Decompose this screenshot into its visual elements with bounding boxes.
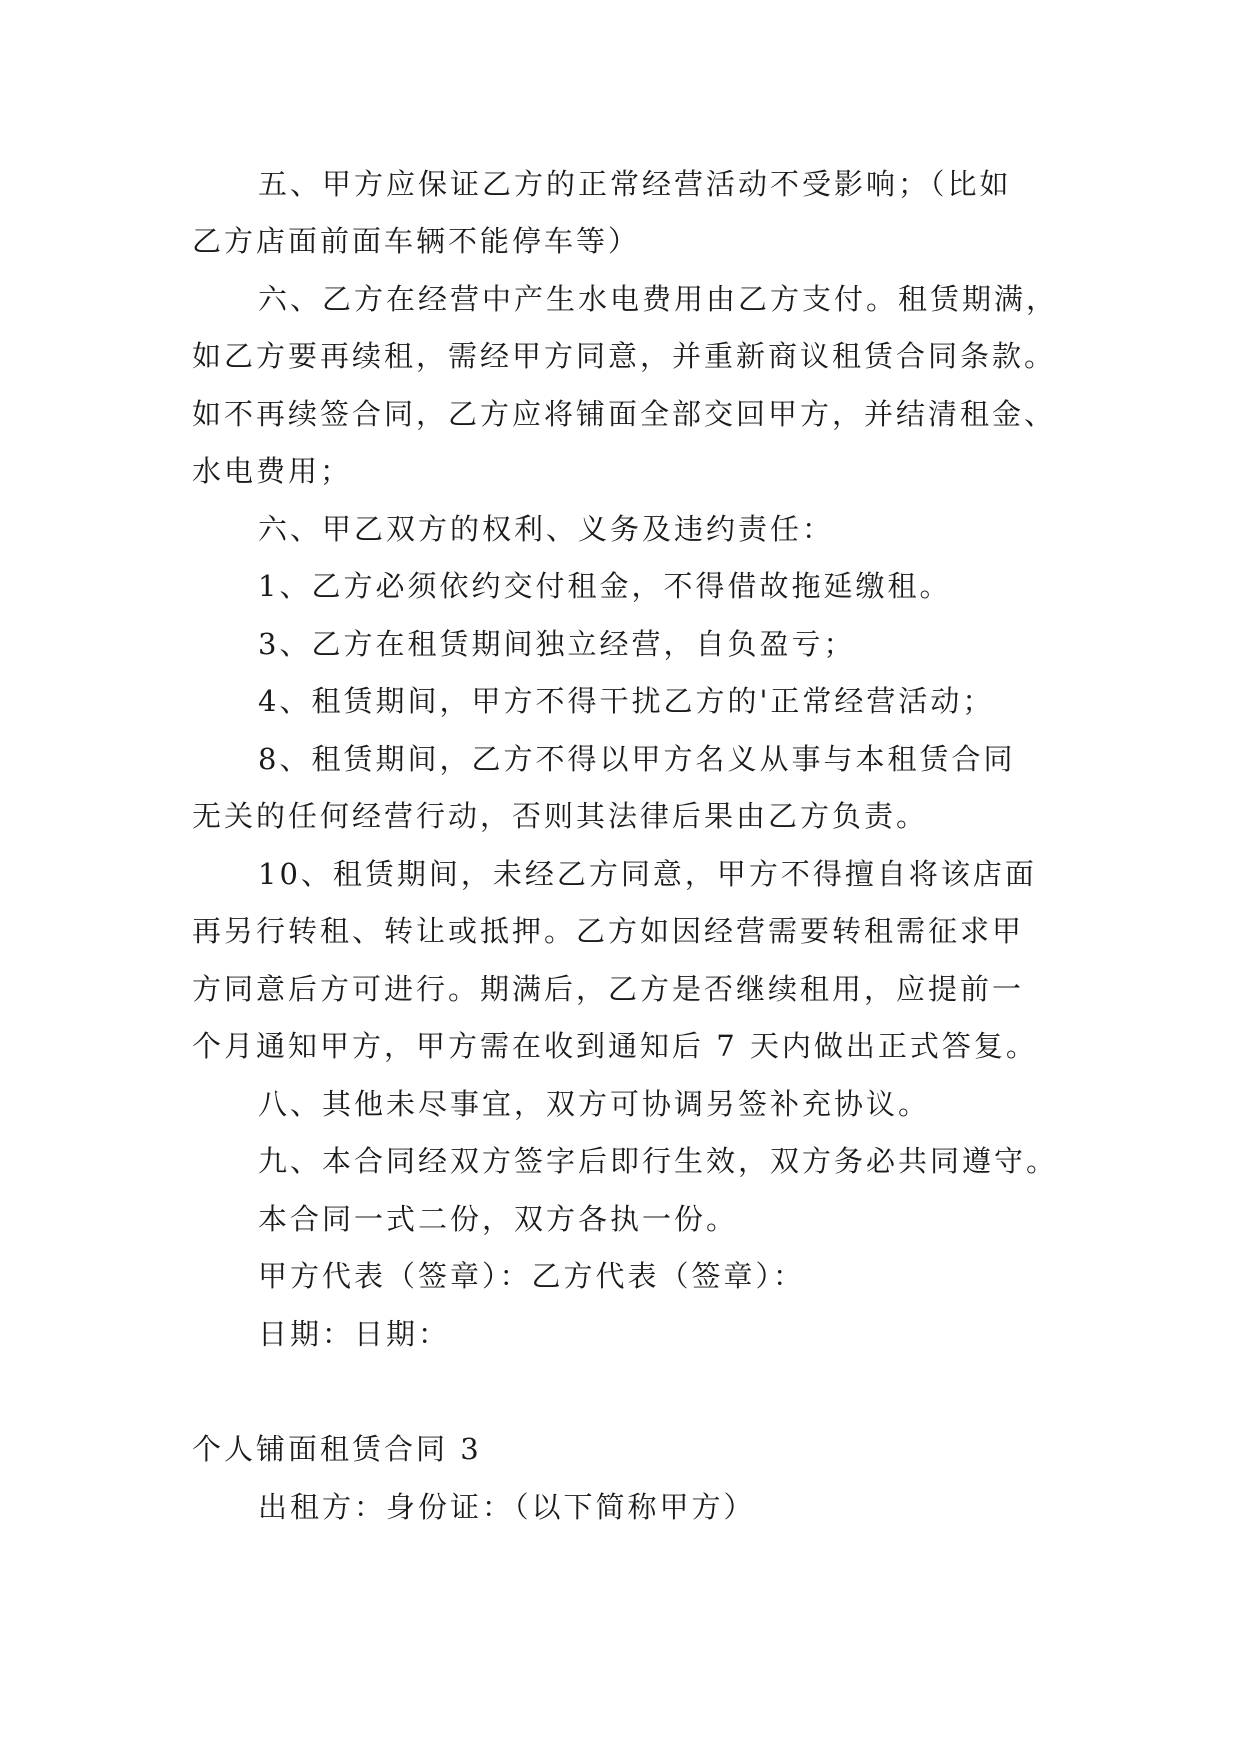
clause-8: 八、其他未尽事宜，双方可协调另签补充协议。	[258, 1087, 931, 1121]
section-title: 个人铺面租赁合同 3	[192, 1432, 482, 1466]
item-10-line-3: 方同意后方可进行。期满后，乙方是否继续租用，应提前一	[192, 972, 1025, 1006]
item-8-line-1: 8、租赁期间，乙方不得以甲方名义从事与本租赁合同	[258, 742, 1016, 776]
item-3: 3、乙方在租赁期间独立经营，自负盈亏；	[258, 627, 856, 661]
item-8-line-2: 无关的任何经营行动，否则其法律后果由乙方负责。	[192, 799, 929, 833]
item-10-line-4: 个月通知甲方，甲方需在收到通知后 7 天内做出正式答复。	[192, 1029, 1038, 1063]
clause-5-line-2: 乙方店面前面车辆不能停车等）	[192, 224, 641, 258]
item-1: 1、乙方必须依约交付租金，不得借故拖延缴租。	[258, 569, 952, 603]
lessor-line: 出租方：身份证：（以下简称甲方）	[258, 1490, 756, 1524]
item-4: 4、租赁期间，甲方不得干扰乙方的'正常经营活动；	[258, 684, 995, 718]
item-10-line-1: 10、租赁期间，未经乙方同意，甲方不得擅自将该店面	[258, 857, 1037, 891]
clause-6a-line-3: 如不再续签合同，乙方应将铺面全部交回甲方，并结清租金、	[192, 397, 1057, 431]
copies-note: 本合同一式二份，双方各执一份。	[258, 1202, 739, 1236]
item-10-line-2: 再另行转租、转让或抵押。乙方如因经营需要转租需征求甲	[192, 914, 1025, 948]
clause-6a-line-2: 如乙方要再续租，需经甲方同意，并重新商议租赁合同条款。	[192, 339, 1057, 373]
clause-6a-line-1: 六、乙方在经营中产生水电费用由乙方支付。租赁期满，	[258, 282, 1059, 316]
signature-line: 甲方代表（签章）：乙方代表（签章）：	[258, 1259, 806, 1293]
clause-6a-line-4: 水电费用；	[192, 454, 353, 488]
clause-6b-heading: 六、甲乙双方的权利、义务及违约责任：	[258, 512, 835, 546]
clause-9: 九、本合同经双方签字后即行生效，双方务必共同遵守。	[258, 1144, 1059, 1178]
clause-5-line-1: 五、甲方应保证乙方的正常经营活动不受影响；（比如	[258, 167, 1012, 201]
date-line: 日期：日期：	[258, 1317, 451, 1351]
